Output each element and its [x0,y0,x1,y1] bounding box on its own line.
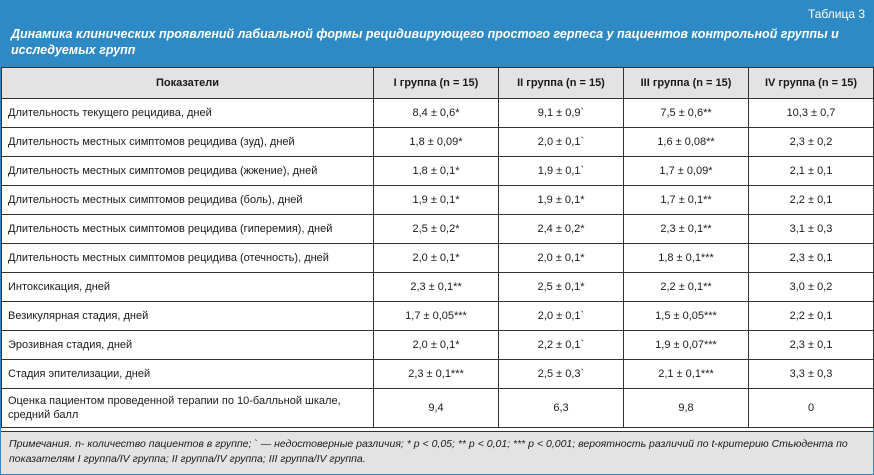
indicator-cell: Длительность местных симптомов рецидива (гиперемия), дней [2,215,374,244]
value-cell: 7,5 ± 0,6** [624,99,749,128]
value-cell: 2,3 ± 0,1 [749,331,874,360]
indicator-cell: Длительность местных симптомов рецидива (зуд), дней [2,128,374,157]
value-cell: 9,4 [374,389,499,428]
value-cell: 1,7 ± 0,05*** [374,302,499,331]
value-cell: 1,9 ± 0,1` [499,157,624,186]
value-cell: 2,1 ± 0,1 [749,157,874,186]
value-cell: 2,1 ± 0,1*** [624,360,749,389]
value-cell: 2,3 ± 0,1** [374,273,499,302]
value-cell: 2,4 ± 0,2* [499,215,624,244]
value-cell: 0 [749,389,874,428]
value-cell: 1,5 ± 0,05*** [624,302,749,331]
table-row [2,128,874,157]
value-cell: 1,9 ± 0,07*** [624,331,749,360]
indicator-cell: Стадия эпителизации, дней [2,360,374,389]
table-row [2,244,874,273]
value-cell: 1,8 ± 0,1*** [624,244,749,273]
data-table [1,67,874,428]
indicator-cell: Интоксикация, дней [2,273,374,302]
value-cell: 6,3 [499,389,624,428]
value-cell: 2,0 ± 0,1` [499,302,624,331]
value-cell: 2,5 ± 0,3` [499,360,624,389]
value-cell: 2,5 ± 0,2* [374,215,499,244]
value-cell: 2,2 ± 0,1 [749,302,874,331]
value-cell: 3,1 ± 0,3 [749,215,874,244]
value-cell: 2,0 ± 0,1* [499,244,624,273]
table-row [2,302,874,331]
value-cell: 1,6 ± 0,08** [624,128,749,157]
column-header-group-4: IV группа (n = 15) [749,68,874,99]
column-header-group-1: I группа (n = 15) [374,68,499,99]
indicator-cell: Эрозивная стадия, дней [2,331,374,360]
value-cell: 9,8 [624,389,749,428]
table-header [1,1,873,67]
column-header-group-3: III группа (n = 15) [624,68,749,99]
table-row [2,157,874,186]
indicator-cell: Длительность местных симптомов рецидива (отечность), дней [2,244,374,273]
indicator-cell: Длительность текущего рецидива, дней [2,99,374,128]
value-cell: 1,7 ± 0,1** [624,186,749,215]
value-cell: 1,9 ± 0,1* [374,186,499,215]
value-cell: 2,2 ± 0,1 [749,186,874,215]
value-cell: 2,0 ± 0,1* [374,331,499,360]
value-cell: 2,3 ± 0,1 [749,244,874,273]
value-cell: 2,0 ± 0,1` [499,128,624,157]
value-cell: 8,4 ± 0,6* [374,99,499,128]
table-notes: Примечания. n- количество пациентов в группе; ` — недостоверные различия; * p < 0,05; ** p < 0,01; *** p < 0,001; вероятность различий по t-критерию Стьюдента по показателям I группа/IV группа; II группа/IV группа; III группа/IV группа. [1,431,873,474]
table-header-row [2,68,874,99]
column-header-indicator: Показатели [2,68,374,99]
indicator-cell: Длительность местных симптомов рецидива (боль), дней [2,186,374,215]
value-cell: 2,3 ± 0,1** [624,215,749,244]
value-cell: 1,7 ± 0,09* [624,157,749,186]
indicator-cell: Длительность местных симптомов рецидива (жжение), дней [2,157,374,186]
value-cell: 2,0 ± 0,1* [374,244,499,273]
table-row [2,99,874,128]
value-cell: 3,3 ± 0,3 [749,360,874,389]
table-row [2,186,874,215]
table-row [2,360,874,389]
value-cell: 10,3 ± 0,7 [749,99,874,128]
value-cell: 3,0 ± 0,2 [749,273,874,302]
table-title: Динамика клинических проявлений лабиальной формы рецидивирующего простого герпеса у пациентов контрольной группы и исследуемых групп [11,27,839,57]
value-cell: 2,3 ± 0,1*** [374,360,499,389]
table-number-label: Таблица 3 [807,7,865,21]
value-cell: 9,1 ± 0,9` [499,99,624,128]
value-cell: 2,3 ± 0,2 [749,128,874,157]
indicator-cell: Везикулярная стадия, дней [2,302,374,331]
value-cell: 1,9 ± 0,1* [499,186,624,215]
value-cell: 2,5 ± 0,1* [499,273,624,302]
value-cell: 2,2 ± 0,1` [499,331,624,360]
table-row [2,331,874,360]
table-row [2,389,874,428]
value-cell: 2,2 ± 0,1** [624,273,749,302]
value-cell: 1,8 ± 0,09* [374,128,499,157]
table-row [2,273,874,302]
column-header-group-2: II группа (n = 15) [499,68,624,99]
indicator-cell: Оценка пациентом проведенной терапии по 10-балльной шкале, средний балл [2,389,374,428]
table-row [2,215,874,244]
value-cell: 1,8 ± 0,1* [374,157,499,186]
